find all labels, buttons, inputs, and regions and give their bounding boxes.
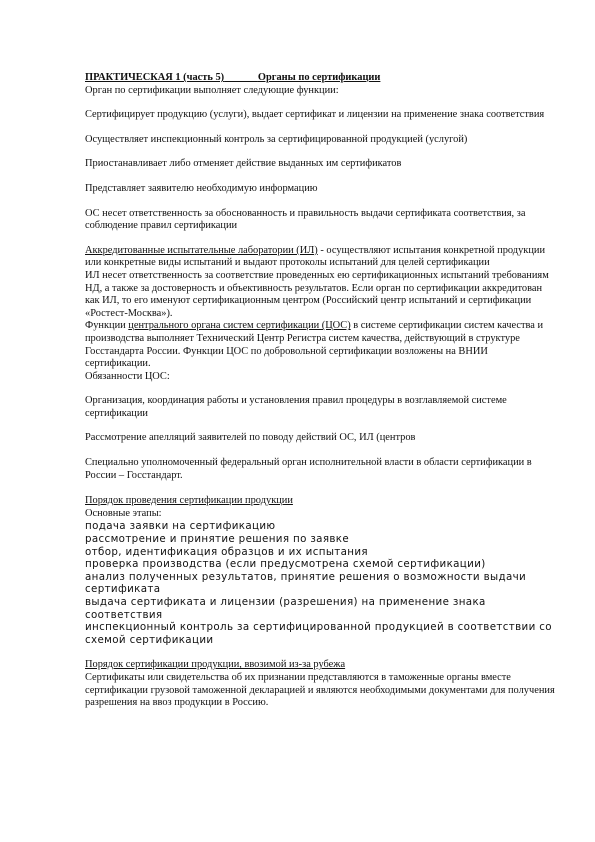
cos-duty-item: Рассмотрение апелляций заявителей по поводу действий ОС, ИЛ (центров [85,432,416,444]
procedure-step: проверка производства (если предусмотрена схемой сертификации) [85,558,486,571]
function-item: Осуществляет инспекционный контроль за сертифицированной продукцией (услугой) [85,133,468,145]
cos-paragraph [85,320,555,370]
cos-prefix: Функции [85,320,129,332]
cos-duties-label: Обязанности ЦОС: [85,370,170,382]
title-right: Органы по сертификации [257,72,381,83]
responsibility-paragraph: ОС несет ответственность за обоснованность и правильность выдачи сертификата соответствия, за соблюдение правил сертификации [85,207,526,232]
function-item: Представляет заявителю необходимую информацию [85,182,318,194]
procedure-step: инспекционный контроль за сертифицированной продукцией в соответствии со схемой сертификации [85,621,552,646]
function-item: Приостанавливает либо отменяет действие выданных им сертификатов [85,158,402,170]
import-heading: Порядок сертификации продукции, ввозимой из-за рубежа [85,659,346,671]
cos-link[interactable]: центрального органа систем сертификации (ЦОС) [128,320,351,332]
cos-text: в системе сертификации систем качества и производства выполняет Технический Центр Регистра систем качества, действующий в структуре Госстандарта России. Функции ЦОС по добровольной сертификации возложены на ВНИИ сертификации. [85,320,544,370]
labs-text: - осуществляют испытания конкретной продукции или конкретные виды испытаний и выдают протоколы испытаний для целей сертификации [85,244,546,269]
cos-duty-item: Организация, координация работы и установления правил процедуры в возглавляемой системе сертификации [85,395,507,419]
procedure-heading: Порядок проведения сертификации продукции [85,495,293,507]
procedure-step: выдача сертификата и лицензии (разрешения) на применение знака соответствия [85,596,486,621]
cos-duty-item: Специально уполномоченный федеральный орган исполнительной власти в области сертификации в России – Госстандарт. [85,457,532,481]
labs-paragraph [85,245,555,270]
labs-link[interactable]: Аккредитованные испытательные лаборатории (ИЛ) [85,244,318,256]
intro-paragraph: Орган по сертификации выполняет следующие функции: [85,84,339,96]
document-body [85,72,555,710]
page-title [85,72,555,85]
labs-responsibility-paragraph: ИЛ несет ответственность за соответствие проведенных ею сертификационных испытаний требованиям НД, а также за достоверность и объективность результатов. Если орган по сертификации аккредитован как ИЛ, то его именуют сертификационным центром (Российский центр испытаний и сертификации «Ростест-Москва»). [85,269,549,319]
procedure-step: рассмотрение и принятие решения по заявке [85,533,350,546]
procedure-step: отбор, идентификация образцов и их испытания [85,545,368,558]
procedure-step: подача заявки на сертификацию [85,520,276,533]
procedure-label: Основные этапы: [85,507,162,519]
procedure-step: анализ полученных результатов, принятие решения о возможности выдачи сертификата [85,570,527,596]
title-left: ПРАКТИЧЕСКАЯ 1 (часть 5) [85,72,225,83]
import-paragraph: Сертификаты или свидетельства об их признании представляются в таможенные органы вместе сертификации грузовой таможенной декларацией и являются необходимыми документами для получения разрешения на ввоз продукции в Россию. [85,671,555,709]
procedure-steps-list [85,520,555,646]
function-item: Сертифицирует продукцию (услуги), выдает сертификат и лицензии на применение знака соответствия [85,109,545,121]
